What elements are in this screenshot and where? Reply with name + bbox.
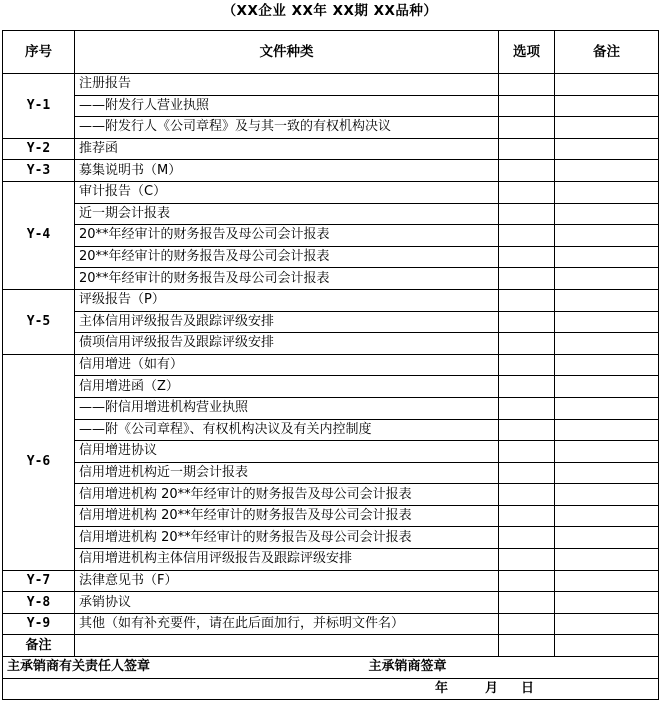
signature-cell xyxy=(3,657,659,679)
table-row xyxy=(3,95,659,117)
document-item: ——附发行人营业执照 xyxy=(75,95,499,117)
remark-cell[interactable] xyxy=(555,549,659,571)
option-cell[interactable] xyxy=(499,117,555,139)
table-row xyxy=(3,246,659,268)
table-row xyxy=(3,592,659,614)
option-cell[interactable] xyxy=(499,549,555,571)
table-row xyxy=(3,397,659,419)
option-cell[interactable] xyxy=(499,333,555,355)
option-cell[interactable] xyxy=(499,592,555,614)
table-row xyxy=(3,289,659,311)
remark-label: 备注 xyxy=(3,635,75,657)
remark-cell[interactable] xyxy=(555,570,659,592)
document-item: 信用增进机构主体信用评级报告及跟踪评级安排 xyxy=(75,549,499,571)
table-row xyxy=(3,549,659,571)
table-row xyxy=(3,419,659,441)
remark-cell[interactable] xyxy=(555,613,659,635)
remark-option-cell[interactable] xyxy=(499,635,555,657)
remark-cell[interactable] xyxy=(555,95,659,117)
document-item: 20**年经审计的财务报告及母公司会计报表 xyxy=(75,225,499,247)
document-item: 信用增进（如有） xyxy=(75,354,499,376)
option-cell[interactable] xyxy=(499,160,555,182)
table-row xyxy=(3,311,659,333)
document-item: 主体信用评级报告及跟踪评级安排 xyxy=(75,311,499,333)
remark-cell[interactable] xyxy=(555,181,659,203)
header-row xyxy=(3,31,659,74)
remark-field[interactable] xyxy=(75,635,499,657)
remark-cell[interactable] xyxy=(555,505,659,527)
remark-cell[interactable] xyxy=(555,592,659,614)
remark-cell[interactable] xyxy=(555,117,659,139)
table-row xyxy=(3,613,659,635)
document-item: 信用增进协议 xyxy=(75,441,499,463)
option-cell[interactable] xyxy=(499,527,555,549)
option-cell[interactable] xyxy=(499,203,555,225)
responsible-person-signature-label: 主承销商有关责任人签章 xyxy=(7,659,151,675)
underwriter-seal-label: 主承销商签章 xyxy=(368,659,447,675)
document-item: 信用增进机构 20**年经审计的财务报告及母公司会计报表 xyxy=(75,527,499,549)
option-cell[interactable] xyxy=(499,613,555,635)
option-cell[interactable] xyxy=(499,376,555,398)
remark-cell[interactable] xyxy=(555,419,659,441)
section-code: Y-2 xyxy=(3,138,75,160)
document-item: 评级报告（P） xyxy=(75,289,499,311)
remark-remark-cell[interactable] xyxy=(555,635,659,657)
remark-cell[interactable] xyxy=(555,268,659,290)
document-item: 其他（如有补充要件，请在此后面加行，并标明文件名） xyxy=(75,613,499,635)
remark-cell[interactable] xyxy=(555,225,659,247)
table-row xyxy=(3,160,659,182)
remark-cell[interactable] xyxy=(555,376,659,398)
date-month-label: 月 xyxy=(485,680,499,696)
option-cell[interactable] xyxy=(499,138,555,160)
document-item: ——附发行人《公司章程》及与其一致的有权机构决议 xyxy=(75,117,499,139)
option-cell[interactable] xyxy=(499,462,555,484)
document-item: 信用增进机构 20**年经审计的财务报告及母公司会计报表 xyxy=(75,484,499,506)
option-cell[interactable] xyxy=(499,289,555,311)
document-item: 近一期会计报表 xyxy=(75,203,499,225)
section-code: Y-5 xyxy=(3,289,75,354)
option-cell[interactable] xyxy=(499,225,555,247)
document-item: 信用增进机构 20**年经审计的财务报告及母公司会计报表 xyxy=(75,505,499,527)
header-doc-type: 文件种类 xyxy=(75,31,499,74)
remark-row xyxy=(3,635,659,657)
remark-cell[interactable] xyxy=(555,484,659,506)
option-cell[interactable] xyxy=(499,419,555,441)
table-row xyxy=(3,376,659,398)
option-cell[interactable] xyxy=(499,354,555,376)
option-cell[interactable] xyxy=(499,181,555,203)
remark-cell[interactable] xyxy=(555,354,659,376)
document-item: 募集说明书（M） xyxy=(75,160,499,182)
remark-cell[interactable] xyxy=(555,203,659,225)
table-row xyxy=(3,527,659,549)
document-checklist-table xyxy=(2,30,659,700)
checklist-body xyxy=(3,74,659,635)
document-item: 法律意见书（F） xyxy=(75,570,499,592)
document-item: ——附信用增进机构营业执照 xyxy=(75,397,499,419)
remark-cell[interactable] xyxy=(555,441,659,463)
table-row xyxy=(3,462,659,484)
header-option: 选项 xyxy=(499,31,555,74)
remark-cell[interactable] xyxy=(555,289,659,311)
table-row xyxy=(3,268,659,290)
section-code: Y-9 xyxy=(3,613,75,635)
remark-cell[interactable] xyxy=(555,138,659,160)
section-code: Y-8 xyxy=(3,592,75,614)
date-row xyxy=(3,678,659,700)
remark-cell[interactable] xyxy=(555,397,659,419)
table-row xyxy=(3,441,659,463)
section-code: Y-4 xyxy=(3,181,75,289)
section-code: Y-7 xyxy=(3,570,75,592)
option-cell[interactable] xyxy=(499,268,555,290)
document-item: 注册报告 xyxy=(75,74,499,96)
signature-row xyxy=(3,657,659,679)
table-row xyxy=(3,484,659,506)
option-cell[interactable] xyxy=(499,246,555,268)
table-row xyxy=(3,354,659,376)
option-cell[interactable] xyxy=(499,441,555,463)
table-row xyxy=(3,570,659,592)
remark-cell[interactable] xyxy=(555,246,659,268)
header-seq: 序号 xyxy=(3,31,75,74)
date-year-label: 年 xyxy=(435,680,449,696)
option-cell[interactable] xyxy=(499,311,555,333)
header-remark: 备注 xyxy=(555,31,659,74)
document-item: 债项信用评级报告及跟踪评级安排 xyxy=(75,333,499,355)
option-cell[interactable] xyxy=(499,74,555,96)
table-row xyxy=(3,203,659,225)
table-row xyxy=(3,117,659,139)
document-item: 承销协议 xyxy=(75,592,499,614)
option-cell[interactable] xyxy=(499,484,555,506)
date-day-label: 日 xyxy=(521,680,535,696)
table-row xyxy=(3,225,659,247)
table-row xyxy=(3,74,659,96)
document-item: 信用增进函（Z） xyxy=(75,376,499,398)
table-row xyxy=(3,333,659,355)
remark-cell[interactable] xyxy=(555,160,659,182)
table-row xyxy=(3,138,659,160)
remark-cell[interactable] xyxy=(555,462,659,484)
option-cell[interactable] xyxy=(499,95,555,117)
date-cell[interactable] xyxy=(3,678,659,700)
table-row xyxy=(3,505,659,527)
option-cell[interactable] xyxy=(499,570,555,592)
form-title: （XX企业 XX年 XX期 XX品种） xyxy=(222,3,438,19)
section-code: Y-1 xyxy=(3,74,75,139)
remark-cell[interactable] xyxy=(555,74,659,96)
document-item: 20**年经审计的财务报告及母公司会计报表 xyxy=(75,246,499,268)
option-cell[interactable] xyxy=(499,397,555,419)
section-code: Y-6 xyxy=(3,354,75,570)
document-item: 信用增进机构近一期会计报表 xyxy=(75,462,499,484)
remark-cell[interactable] xyxy=(555,527,659,549)
document-item: 审计报告（C） xyxy=(75,181,499,203)
remark-cell[interactable] xyxy=(555,333,659,355)
document-item: 推荐函 xyxy=(75,138,499,160)
document-item: 20**年经审计的财务报告及母公司会计报表 xyxy=(75,268,499,290)
document-item: ——附《公司章程》、有权机构决议及有关内控制度 xyxy=(75,419,499,441)
option-cell[interactable] xyxy=(499,505,555,527)
section-code: Y-3 xyxy=(3,160,75,182)
table-row xyxy=(3,181,659,203)
remark-cell[interactable] xyxy=(555,311,659,333)
